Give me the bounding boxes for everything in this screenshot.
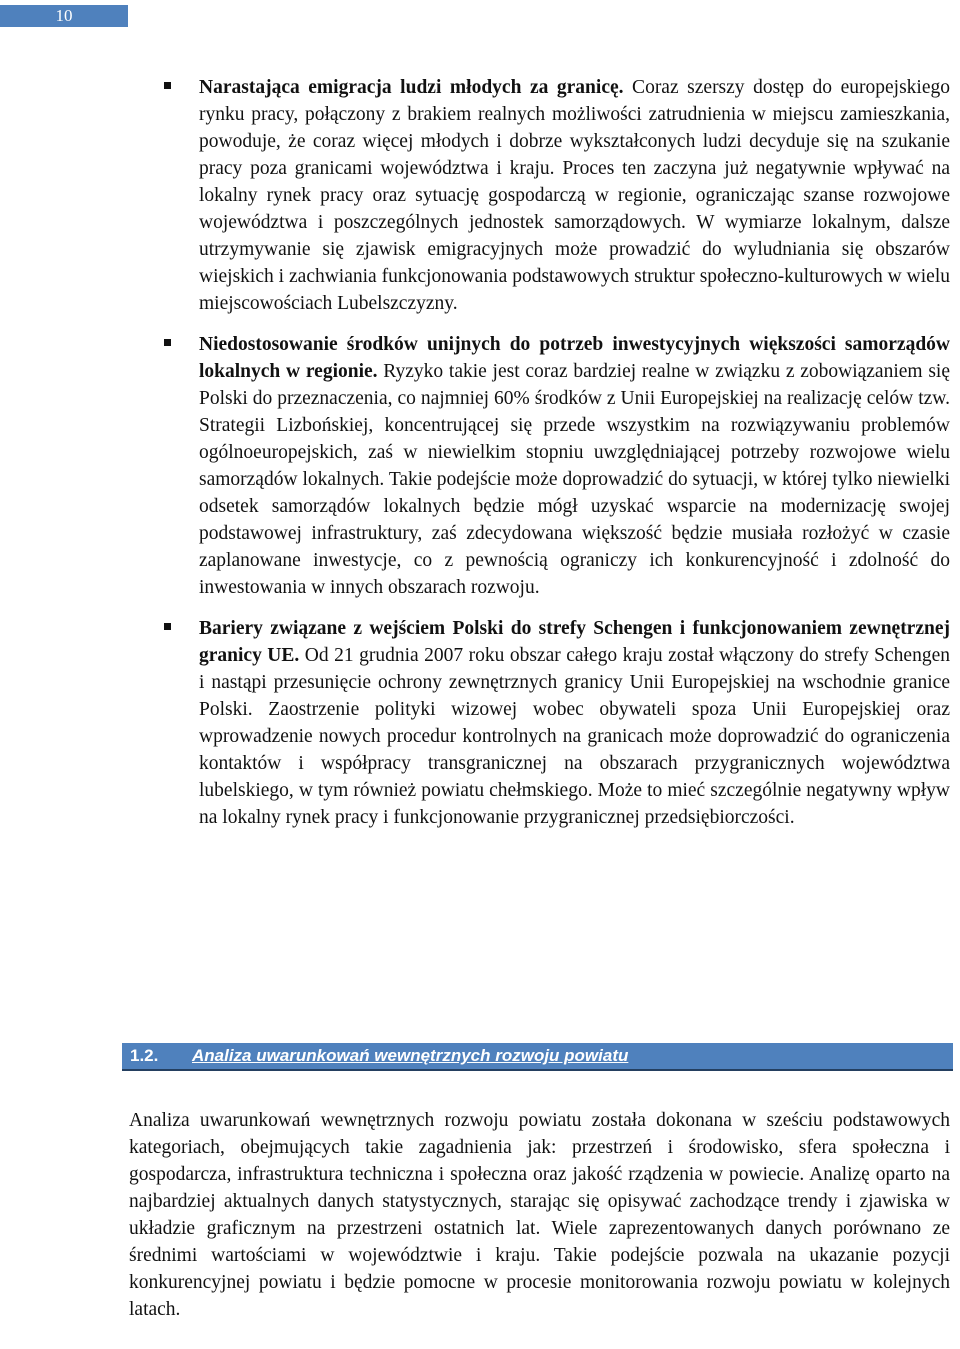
square-bullet-icon xyxy=(164,623,171,630)
bullet-lead: Niedostosowanie środków unijnych do potrzeb inwestycyjnych większości samorządów lokalnych w regionie. xyxy=(199,334,950,382)
bullet-paragraph xyxy=(199,74,950,317)
section-title: Analiza uwarunkowań wewnętrznych rozwoju powiatu xyxy=(192,1046,629,1065)
bullet-lead: Narastająca emigracja ludzi młodych za granicę. xyxy=(199,77,624,98)
bullet-body: Coraz szerszy dostęp do europejskiego rynku pracy, połączony z brakiem realnych możliwości zatrudnienia w miejscu zamieszkania, powoduje, że coraz więcej młodych i dobrze wykształconych ludzi decyduje się na szukanie pracy poza granicami województwa i kraju. Proces ten zaczyna już negatywnie wpływać na lokalny rynek pracy oraz sytuację gospodarczą w regionie, ograniczając szanse rozwojowe województwa i poszczególnych jednostek samorządowych. W wymiarze lokalnym, dalsze utrzymywanie się zjawisk emigracyjnych może prowadzić do wyludniania się obszarów wiejskich i zachwiania funkcjonowania podstawowych struktur społeczno-kulturowych w wielu miejscowościach Lubelszczyzny. xyxy=(199,77,950,314)
bullet-paragraph xyxy=(199,615,950,831)
square-bullet-icon xyxy=(164,339,171,346)
bullet-item-schengen xyxy=(0,615,960,831)
bullet-list xyxy=(0,74,960,845)
square-bullet-icon xyxy=(164,82,171,89)
section-heading xyxy=(122,1043,953,1071)
bullet-paragraph xyxy=(199,331,950,601)
bullet-body: Od 21 grudnia 2007 roku obszar całego kraju został włączony do strefy Schengen i nastąpi przesunięcie ochrony zewnętrznych granicy Unii Europejskiej na wschodnie granice Polski. Zaostrzenie polityki wizowej wobec obywateli spoza Unii Europejskiej oraz wprowadzenie nowych procedur kontrolnych na granicach może doprowadzić do ograniczenia kontaktów i współpracy transgranicznej na obszarach przygranicznych województwa lubelskiego, w tym również powiatu chełmskiego. Może to mieć szczególnie negatywny wpływ na lokalny rynek pracy i funkcjonowanie przygranicznej przedsiębiorczości. xyxy=(199,645,950,828)
bullet-item-eu-funds xyxy=(0,331,960,601)
section-number: 1.2. xyxy=(130,1046,159,1065)
page-number: 10 xyxy=(0,5,128,27)
bullet-lead: Bariery związane z wejściem Polski do strefy Schengen i funkcjonowaniem zewnętrznej granicy UE. xyxy=(199,618,950,666)
bullet-body: Ryzyko takie jest coraz bardziej realne w związku z zobowiązaniem się Polski do przeznaczenia, co najmniej 60% środków z Unii Europejskiej na realizację celów tzw. Strategii Lizbońskiej, koncentrującej się przede wszystkim na rozwiązywaniu problemów ogólnoeuropejskich, zaś w niewielkim stopniu uwzględniającej potrzeby rozwojowe wielu samorządów lokalnych. Takie podejście może doprowadzić do sytuacji, w której tylko niewielki odsetek samorządów lokalnych będzie mógł uzyskać wsparcie na modernizację swojej podstawowej infrastruktury, zaś zdecydowana większość będzie musiała rozłożyć w czasie zaplanowane inwestycje, co z pewnością ograniczy ich konkurencyjność i zdolność do inwestowania w innych obszarach rozwoju. xyxy=(199,361,950,598)
section-body-paragraph: Analiza uwarunkowań wewnętrznych rozwoju powiatu została dokonana w sześciu podstawowych kategoriach, obejmujących takie zagadnienia jak: przestrzeń i środowisko, sfera społeczna i gospodarcza, infrastruktura techniczna i społeczna oraz jakość rządzenia w powiecie. Analizę oparto na najbardziej aktualnych danych statystycznych, starając się opisywać zachodzące trendy i zjawiska w układzie graficznym na przestrzeni ostatnich lat. Wiele zaprezentowanych danych porównano ze średnimi wartościami w województwie i kraju. Takie podejście pozwala na ukazanie pozycji konkurencyjnej powiatu i będzie pomocne w procesie monitorowania rozwoju powiatu w kolejnych latach. xyxy=(129,1110,950,1320)
bullet-item-emigration xyxy=(0,74,960,317)
